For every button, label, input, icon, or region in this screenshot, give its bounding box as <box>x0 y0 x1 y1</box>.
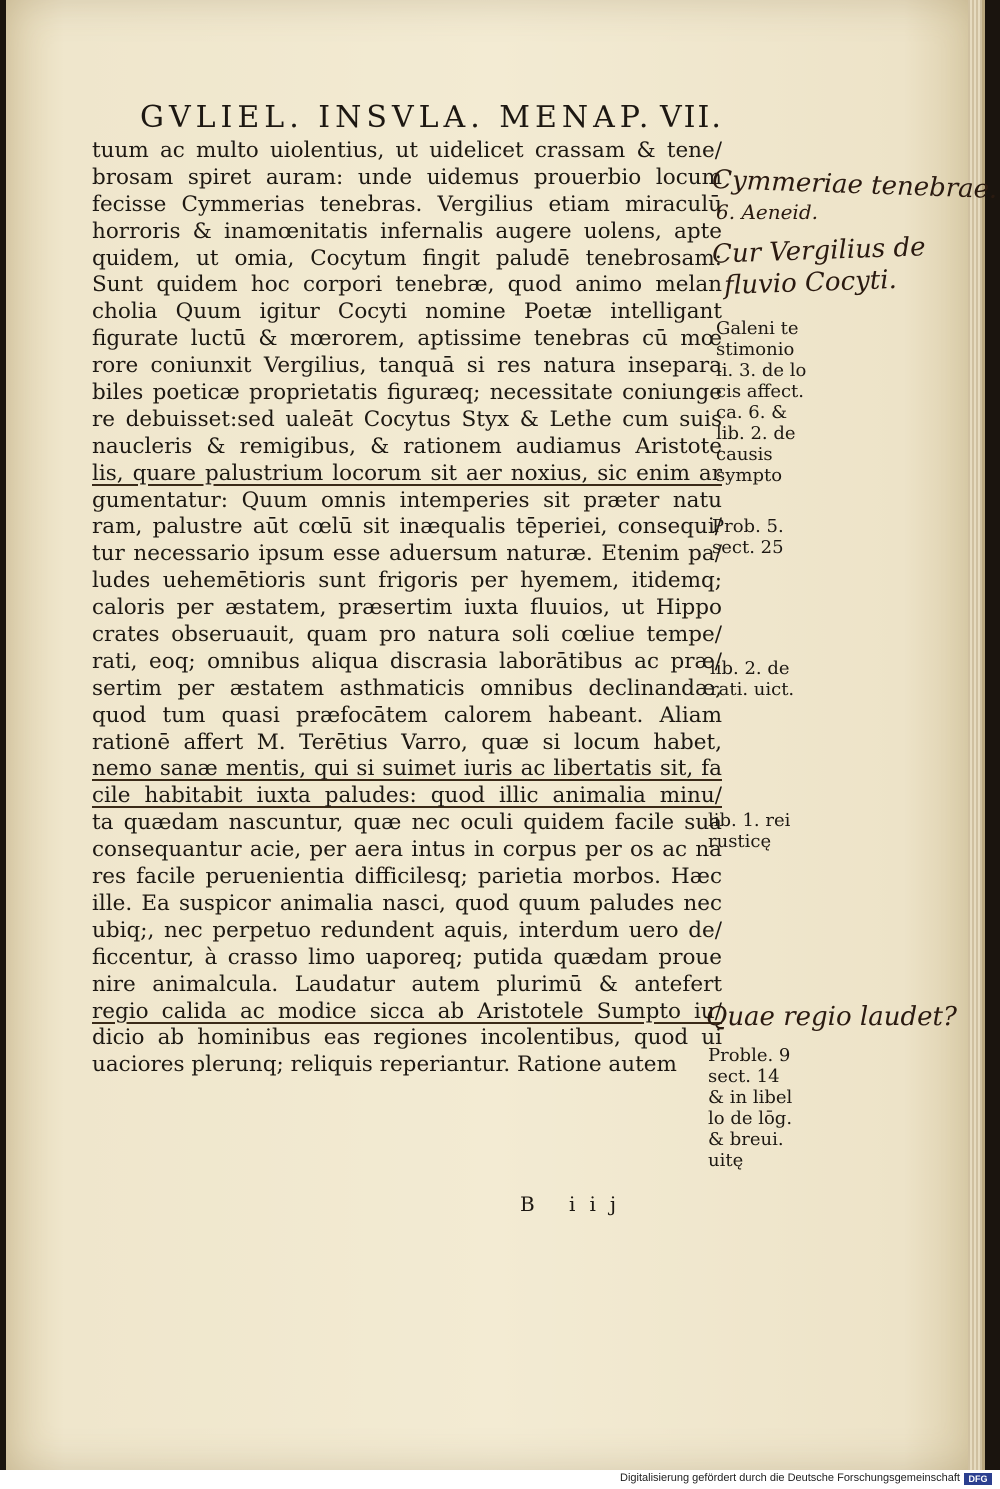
text-line: ille. Ea suspicor animalia nasci, quod quum paludes nec <box>92 890 722 916</box>
text-line: horroris & inamœnitatis infernalis augere uolens, apte <box>92 218 722 244</box>
margin-note-galeni: Galeni te stimonio li. 3. de lo cis affect. ca. 6. & lib. 2. de causis sympto <box>716 318 807 486</box>
text-line: ficcentur, à crasso limo uaporeq; putida quædam proue <box>92 944 722 970</box>
margin-note-proble: Proble. 9 sect. 14 & in libel lo de lōg. & breui. uitę <box>708 1045 793 1171</box>
text-line: ubiq;, nec perpetuo redundent aquis, interdum uero de/ <box>92 917 722 943</box>
signature-mark: B iij <box>520 1192 631 1216</box>
text-line: rati, eoq; omnibus aliqua discrasia laborātibus ac præ/ <box>92 648 722 674</box>
text-line: ludes uehemētioris sunt frigoris per hyemem, itidemq; <box>92 568 722 594</box>
text-line: ta quædam nascuntur, quæ nec oculi quidem facile sua <box>92 810 722 836</box>
page-edge <box>968 0 982 1470</box>
text-line: consequantur acie, per aera intus in corpus per os ac na <box>92 837 722 863</box>
running-head: GVLIEL. INSVLA. MENAP. <box>140 100 654 135</box>
text-line: quod tum quasi præfocātem calorem habeant. Aliam <box>92 702 722 728</box>
text-line: cholia Quum igitur Cocyti nomine Poetæ intelligant <box>92 299 722 325</box>
text-line: ram, palustre aūt cœlū sit inæqualis tēperiei, consequi/ <box>92 514 722 540</box>
text-line: rationē affert M. Terētius Varro, quæ si locum habet, <box>92 729 722 755</box>
text-line: rore coniunxit Vergilius, tanquā si res natura insepara <box>92 353 722 379</box>
text-line: figurate luctū & mœrorem, aptissime tenebras cū mœ <box>92 326 722 352</box>
text-line: gumentatur: Quum omnis intemperies sit præter natu <box>92 487 722 513</box>
folio-number: VII. <box>660 100 723 135</box>
text-line: lis, quare palustrium locorum sit aer noxius, sic enim ar <box>92 460 722 486</box>
text-line: uaciores plerunq; reliquis reperiantur. Ratione autem <box>92 1052 677 1078</box>
text-line: brosam spiret auram: unde uidemus prouerbio locum <box>92 164 722 190</box>
margin-note-rati: lib. 2. de rati. uict. <box>710 658 795 700</box>
footer-bar <box>0 1470 1000 1489</box>
text-line: Sunt quidem hoc corpori tenebræ, quod animo melan <box>92 272 722 298</box>
handwritten-quae-regio: Quae regio laudet? <box>706 1002 957 1032</box>
text-line: caloris per æstatem, præsertim iuxta fluuios, ut Hippo <box>92 595 722 621</box>
handwritten-cur-vergilius: Cur Vergilius de <box>711 232 926 270</box>
handwritten-aeneid: 6. Aeneid. <box>716 200 818 224</box>
text-line: res facile peruenientia difficilesq; parietia morbos. Hæc <box>92 864 722 890</box>
handwritten-cymmeriae: Cymmeriae tenebrae. <box>711 165 998 205</box>
text-line: dicio ab hominibus eas regiones incolentibus, quod ui <box>92 1025 722 1051</box>
text-line: regio calida ac modice sicca ab Aristotele Sumpto iu/ <box>92 998 722 1024</box>
text-line: cile habitabit iuxta paludes: quod illic animalia minu/ <box>92 783 722 809</box>
margin-note-prob5: Prob. 5. sect. 25 <box>712 516 784 558</box>
text-line: crates obseruauit, quam pro natura soli cœliue tempe/ <box>92 622 722 648</box>
dfg-logo: DFG <box>964 1473 992 1485</box>
text-line: fecisse Cymmerias tenebras. Vergilius etiam miraculū <box>92 191 722 217</box>
handwritten-fluvio: fluvio Cocyti. <box>723 264 898 302</box>
text-line: nemo sanæ mentis, qui si suimet iuris ac libertatis sit, fa <box>92 756 722 782</box>
text-line: tur necessario ipsum esse aduersum naturæ. Etenim pa/ <box>92 541 722 567</box>
text-line: tuum ac multo uiolentius, ut uidelicet crassam & tene/ <box>92 138 722 163</box>
text-line: quidem, ut omia, Cocytum fingit paludē tenebrosam: <box>92 245 722 271</box>
text-line: sertim per æstatem asthmaticis omnibus declinandæ, <box>92 675 722 701</box>
text-line: naucleris & remigibus, & rationem audiamus Aristote <box>92 433 722 459</box>
footer-credit: Digitalisierung gefördert durch die Deutsche Forschungsgemeinschaft <box>620 1472 960 1484</box>
text-line: biles poeticæ proprietatis figuræq; necessitate coniunge <box>92 380 722 406</box>
margin-note-rei: lib. 1. rei rusticę <box>708 810 791 852</box>
body-text <box>92 138 722 1079</box>
text-line: nire animalcula. Laudatur autem plurimū & antefert <box>92 971 722 997</box>
text-line: re debuisset:sed ualeāt Cocytus Styx & Lethe cum suis <box>92 406 722 432</box>
